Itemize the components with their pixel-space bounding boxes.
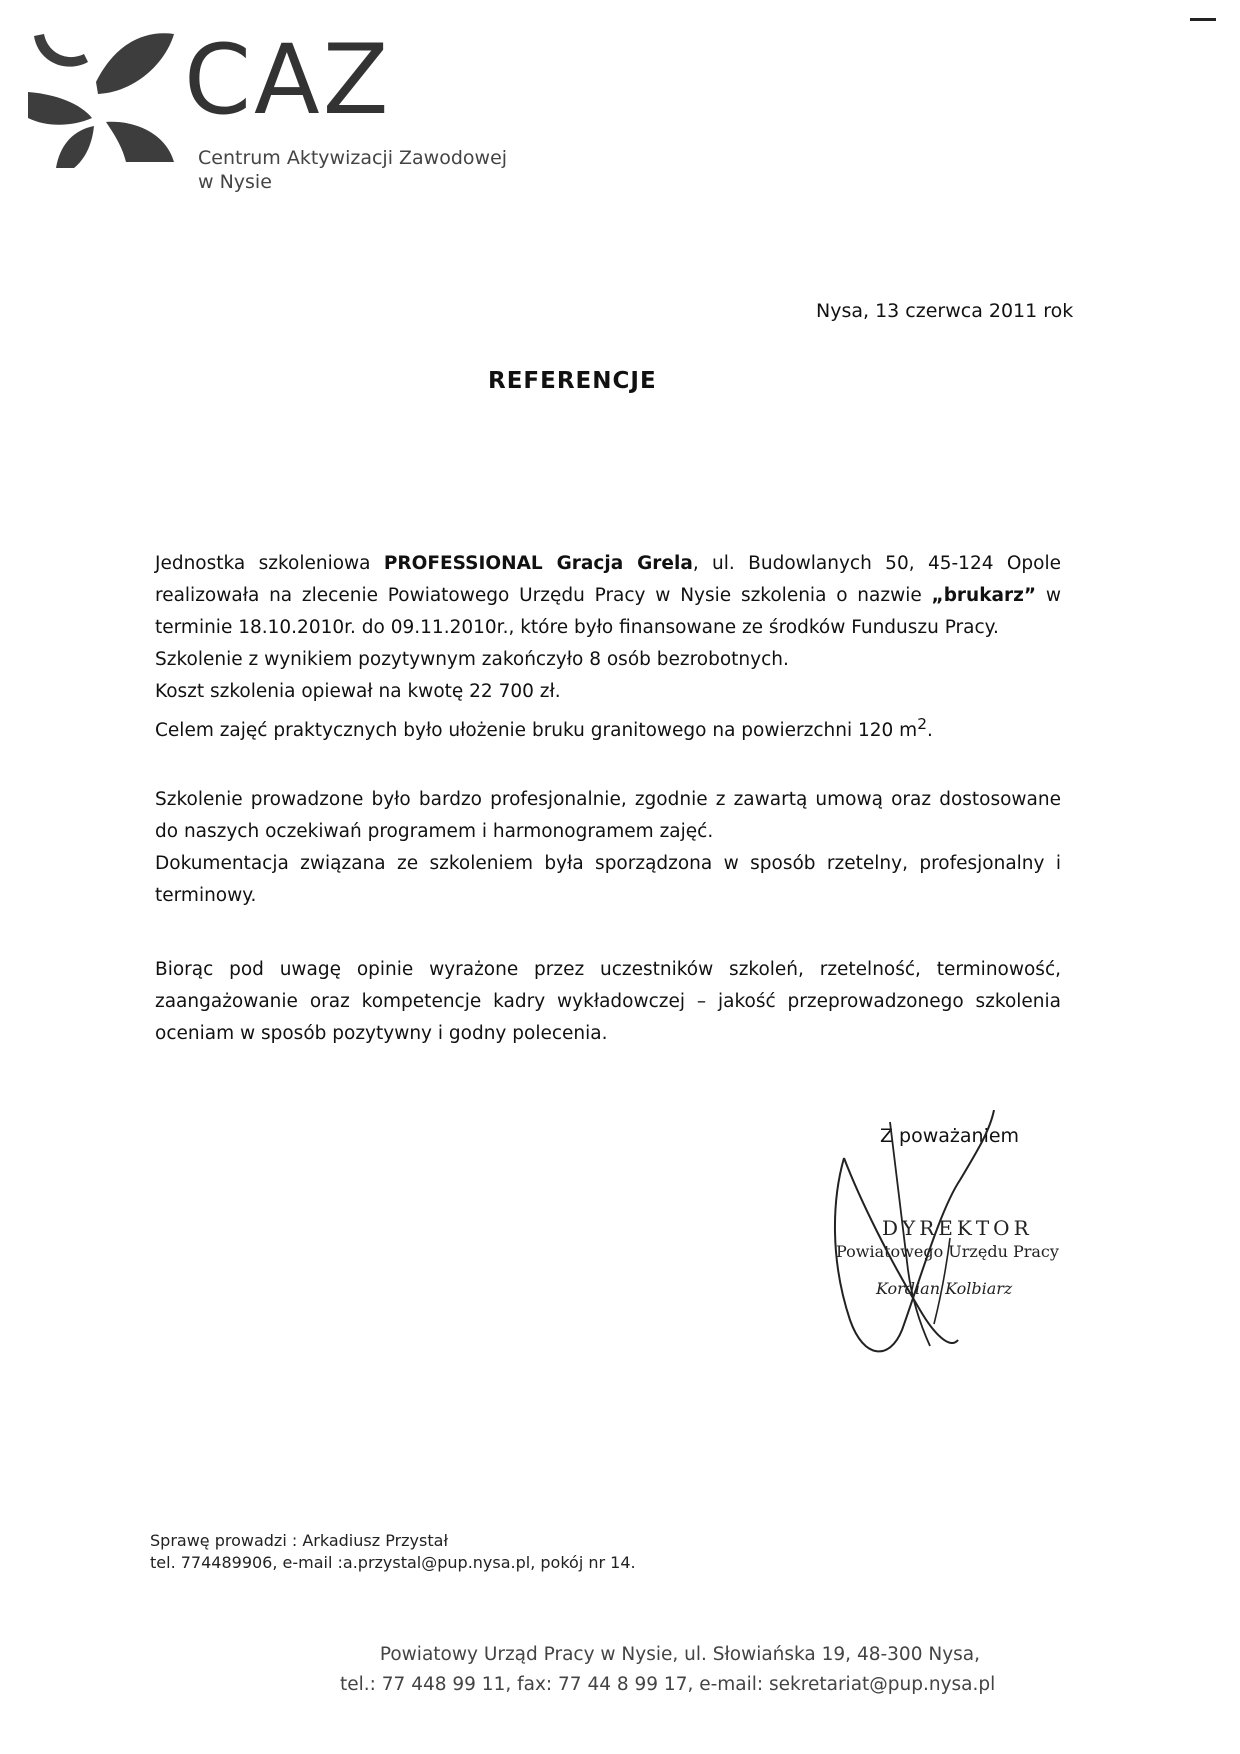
caz-logo-icon xyxy=(26,22,176,172)
course-name: „brukarz” xyxy=(931,585,1037,606)
closing-salutation: Z poważaniem xyxy=(880,1125,1020,1147)
paragraph-2-line2: Dokumentacja związana ze szkoleniem była sporządzona w sposób rzetelny, profesjonalny i terminowy. xyxy=(155,853,1061,906)
logo-subtitle-line1: Centrum Aktywizacji Zawodowej xyxy=(198,147,508,169)
caz-logo xyxy=(26,22,546,193)
handwritten-signature xyxy=(830,1110,1020,1370)
paragraph-2-line1: Szkolenie prowadzone było bardzo profesjonalnie, zgodnie z zawartą umową oraz dostosowane do naszych oczekiwań programem i harmonogramem zajęć. xyxy=(155,789,1061,842)
goal-text: Celem zajęć praktycznych było ułożenie bruku granitowego na powierzchni 120 m xyxy=(155,720,918,742)
goal-line xyxy=(155,708,1061,747)
logo-subtitle xyxy=(198,146,507,194)
address-text: , ul. Budowlanych 50, 45-124 Opole realizowała na zlecenie Powiatowego Urzędu Pracy w Nysie szkolenia o nazwie xyxy=(155,553,1062,606)
paragraph-3 xyxy=(155,954,1061,1050)
paragraph-1 xyxy=(155,548,1061,747)
letter-title: REFERENCJE xyxy=(488,368,657,394)
logo-subtitle-line2: w Nysie xyxy=(198,171,272,193)
case-handler-contact: tel. 774489906, e-mail :a.przystal@pup.nysa.pl, pokój nr 14. xyxy=(150,1553,636,1572)
company-name: PROFESSIONAL Gracja Grela xyxy=(383,553,693,574)
paragraph-2 xyxy=(155,784,1061,912)
stamp-title: DYREKTOR xyxy=(882,1216,1033,1240)
intro-text: Jednostka szkoleniowa xyxy=(155,553,384,574)
footer-contact: tel.: 77 448 99 11, fax: 77 44 8 99 17, e-mail: sekretariat@pup.nysa.pl xyxy=(340,1674,996,1695)
paragraph-1-main xyxy=(155,548,1061,644)
goal-end: . xyxy=(927,720,933,742)
result-text: Szkolenie z wynikiem pozytywnym zakończyło 8 osób bezrobotnych. xyxy=(155,649,789,670)
case-handler xyxy=(150,1530,636,1574)
goal-exponent: 2 xyxy=(917,715,927,733)
term-text: w terminie 18.10.2010r. do 09.11.2010r., które było finansowane ze środków Funduszu Pracy. xyxy=(155,585,1061,638)
footer-address: Powiatowy Urząd Pracy w Nysie, ul. Słowiańska 19, 48-300 Nysa, xyxy=(379,1644,980,1665)
cost-text: Koszt szkolenia opiewał na kwotę 22 700 zł. xyxy=(155,681,561,702)
letter-date: Nysa, 13 czerwca 2011 rok xyxy=(816,300,1074,322)
case-handler-name: Sprawę prowadzi : Arkadiusz Przystał xyxy=(150,1531,448,1550)
paragraph-3-text: Biorąc pod uwagę opinie wyrażone przez uczestników szkoleń, rzetelność, terminowość, zaangażowanie oraz kompetencje kadry wykładowczej – jakość przeprowadzonego szkolenia oceniam w sposób pozytywny i godny polecenia. xyxy=(155,959,1061,1044)
stamp-office: Powiatowego Urzędu Pracy xyxy=(836,1242,1059,1261)
letterhead-footer xyxy=(340,1640,996,1700)
scan-mark xyxy=(1190,18,1216,21)
logo-acronym: CAZ xyxy=(184,24,392,136)
stamp-name: Kordian Kolbiarz xyxy=(876,1279,1013,1298)
